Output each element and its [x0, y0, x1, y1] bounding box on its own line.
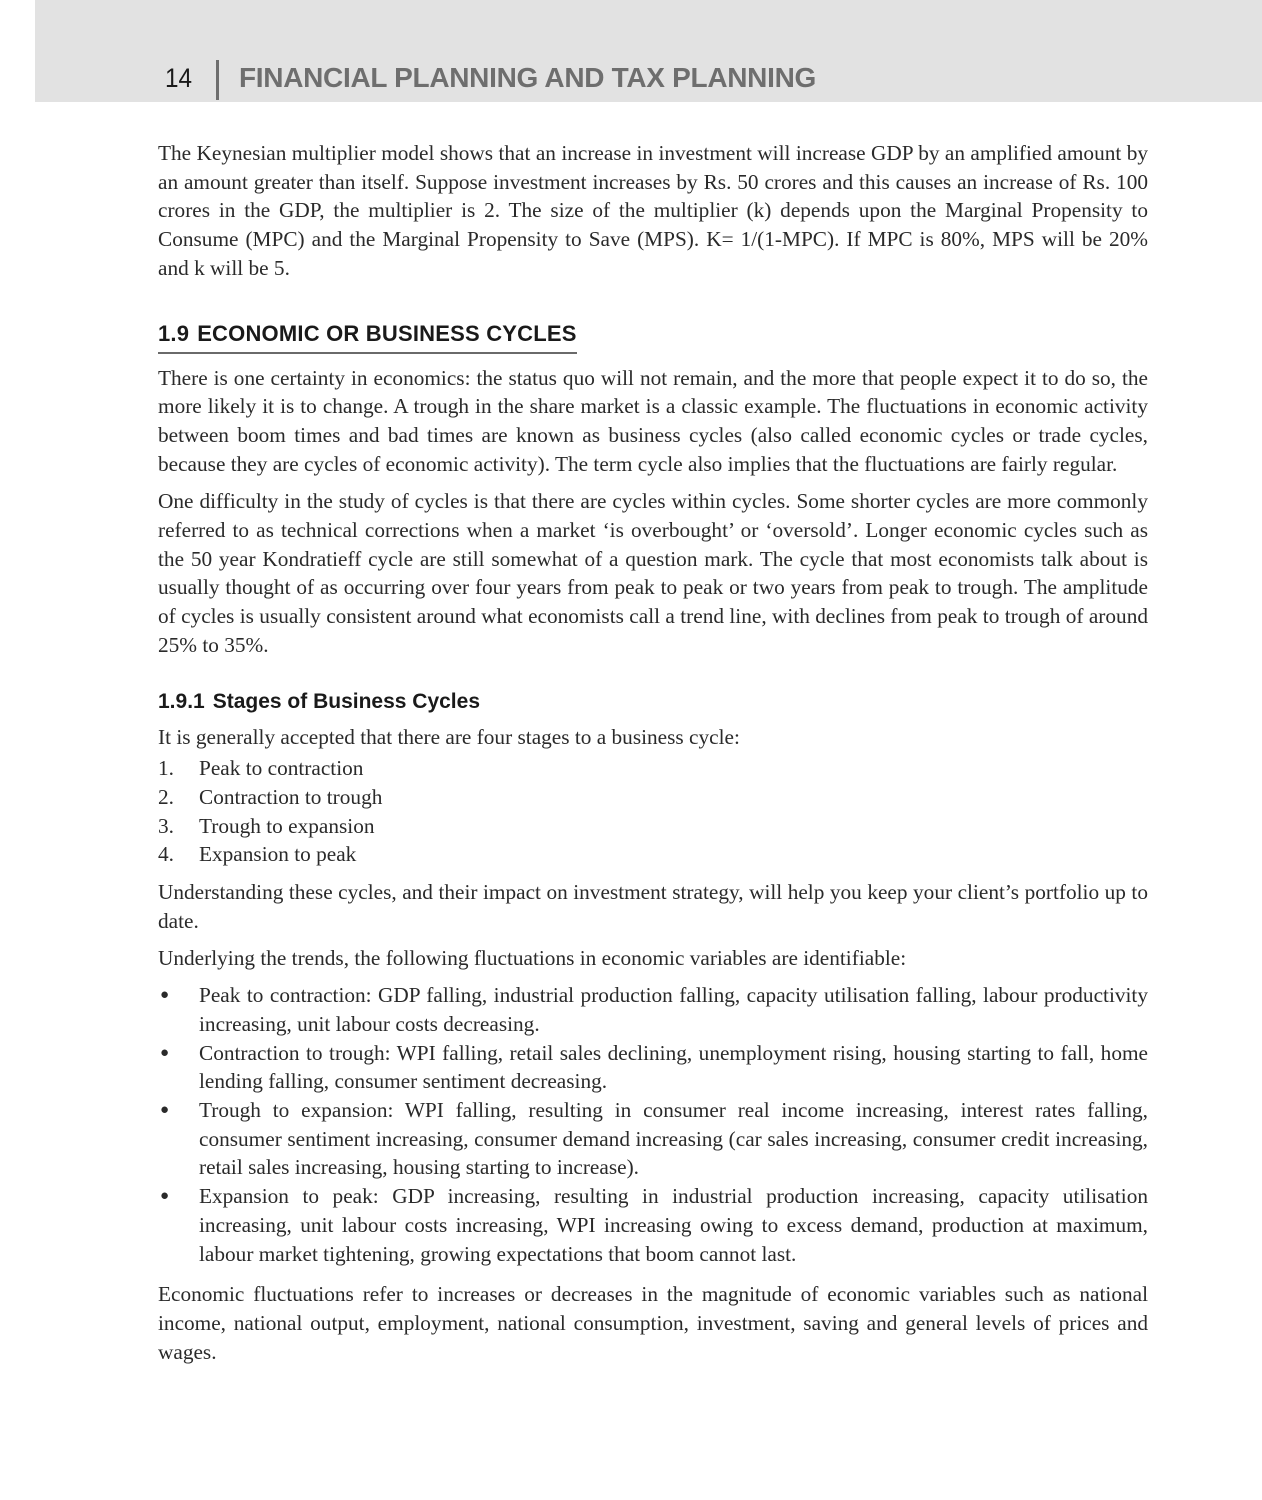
running-title: FINANCIAL PLANNING AND TAX PLANNING: [239, 62, 816, 93]
header-divider: [216, 60, 219, 100]
list-item: [158, 783, 1148, 812]
paragraph: Understanding these cycles, and their impact on investment strategy, will help you keep your client’s portfolio up to date.: [158, 880, 1148, 933]
list-marker: 2.: [158, 784, 174, 809]
section-title: ECONOMIC OR BUSINESS CYCLES: [197, 320, 577, 346]
paragraph: There is one certainty in economics: the status quo will not remain, and the more that people expect it to do so, the more likely it is to change. A trough in the share market is a classic example. The fluctuations in economic activity between boom times and bad times are known as business cycles (also called economic cycles or trade cycles, because they are cycles of economic activity). The term cycle also implies that the fluctuations are fairly regular.: [158, 365, 1148, 476]
subsection-title: Stages of Business Cycles: [212, 689, 480, 713]
bullet-text: Peak to contraction: GDP falling, industrial production falling, capacity utilisation falling, labour productivity increasing, unit labour costs decreasing.: [199, 983, 1148, 1036]
list-text: Contraction to trough: [199, 784, 383, 809]
bullet-icon: ●: [160, 1044, 170, 1061]
bullet-item: [158, 1096, 1148, 1182]
section-heading: [158, 321, 577, 354]
intro-paragraph: The Keynesian multiplier model shows that an increase in investment will increase GDP by an amplified amount by an amount greater than itself. Suppose investment increases by Rs. 50 crores and this causes an increase of Rs. 100 crores in the GDP, the multiplier is 2. The size of the multiplier (k) depends upon the Marginal Propensity to Consume (MPC) and the Marginal Propensity to Save (MPS). K= 1/(1-MPC). If MPC is 80%, MPS will be 20% and k will be 5.: [158, 141, 1148, 280]
bullet-text: Expansion to peak: GDP increasing, resulting in industrial production increasing, capacity utilisation increasing, unit labour costs increasing, WPI increasing owing to excess demand, production at maximum, labour market tightening, growing expectations that boom cannot last.: [199, 1184, 1148, 1266]
page-content: [158, 139, 1148, 1366]
bullet-icon: ●: [160, 987, 170, 1004]
list-text: Trough to expansion: [199, 813, 375, 838]
bullet-icon: ●: [160, 1188, 170, 1205]
stages-lead: It is generally accepted that there are four stages to a business cycle:: [158, 724, 740, 749]
bullet-text: Trough to expansion: WPI falling, resulting in consumer real income increasing, interest rates falling, consumer sentiment increasing, consumer demand increasing (car sales increasing, consumer credit increasing, retail sales increasing, housing starting to increase).: [199, 1097, 1148, 1180]
list-item: [158, 840, 1148, 869]
bullet-item: [158, 1182, 1148, 1268]
list-item: [158, 754, 1148, 783]
paragraph: One difficulty in the study of cycles is that there are cycles within cycles. Some shorter cycles are more commonly referred to as technical corrections when a market ‘is overbought’ or ‘oversold’. Longer economic cycles such as the 50 year Kondratieff cycle are still somewhat of a question mark. The cycle that most economists talk about is usually thought of as occurring over four years from peak to peak or two years from peak to trough. The amplitude of cycles is usually consistent around what economists call a trend line, with declines from peak to trough of around 25% to 35%.: [158, 489, 1148, 657]
list-marker: 3.: [158, 813, 174, 838]
section-number: 1.9: [158, 320, 190, 346]
bullet-icon: ●: [160, 1101, 170, 1118]
subsection-heading: [158, 689, 1148, 715]
list-text: Peak to contraction: [199, 756, 364, 781]
stages-list: [158, 754, 1148, 869]
fluctuations-list: [158, 981, 1148, 1268]
closing-paragraph: Economic fluctuations refer to increases or decreases in the magnitude of economic variables such as national income, national output, employment, national consumption, investment, saving and general levels of prices and wages.: [158, 1282, 1148, 1364]
bullet-text: Contraction to trough: WPI falling, retail sales declining, unemployment rising, housing starting to fall, home lending falling, consumer sentiment decreasing.: [199, 1040, 1148, 1094]
list-marker: 4.: [158, 842, 174, 867]
list-item: [158, 812, 1148, 841]
list-marker: 1.: [158, 756, 174, 781]
bullet-item: [158, 981, 1148, 1038]
bullet-item: [158, 1039, 1148, 1096]
list-text: Expansion to peak: [199, 842, 357, 867]
page-number: 14: [165, 63, 193, 93]
subsection-number: 1.9.1: [158, 689, 205, 713]
paragraph: Underlying the trends, the following fluctuations in economic variables are identifiable:: [158, 946, 907, 971]
